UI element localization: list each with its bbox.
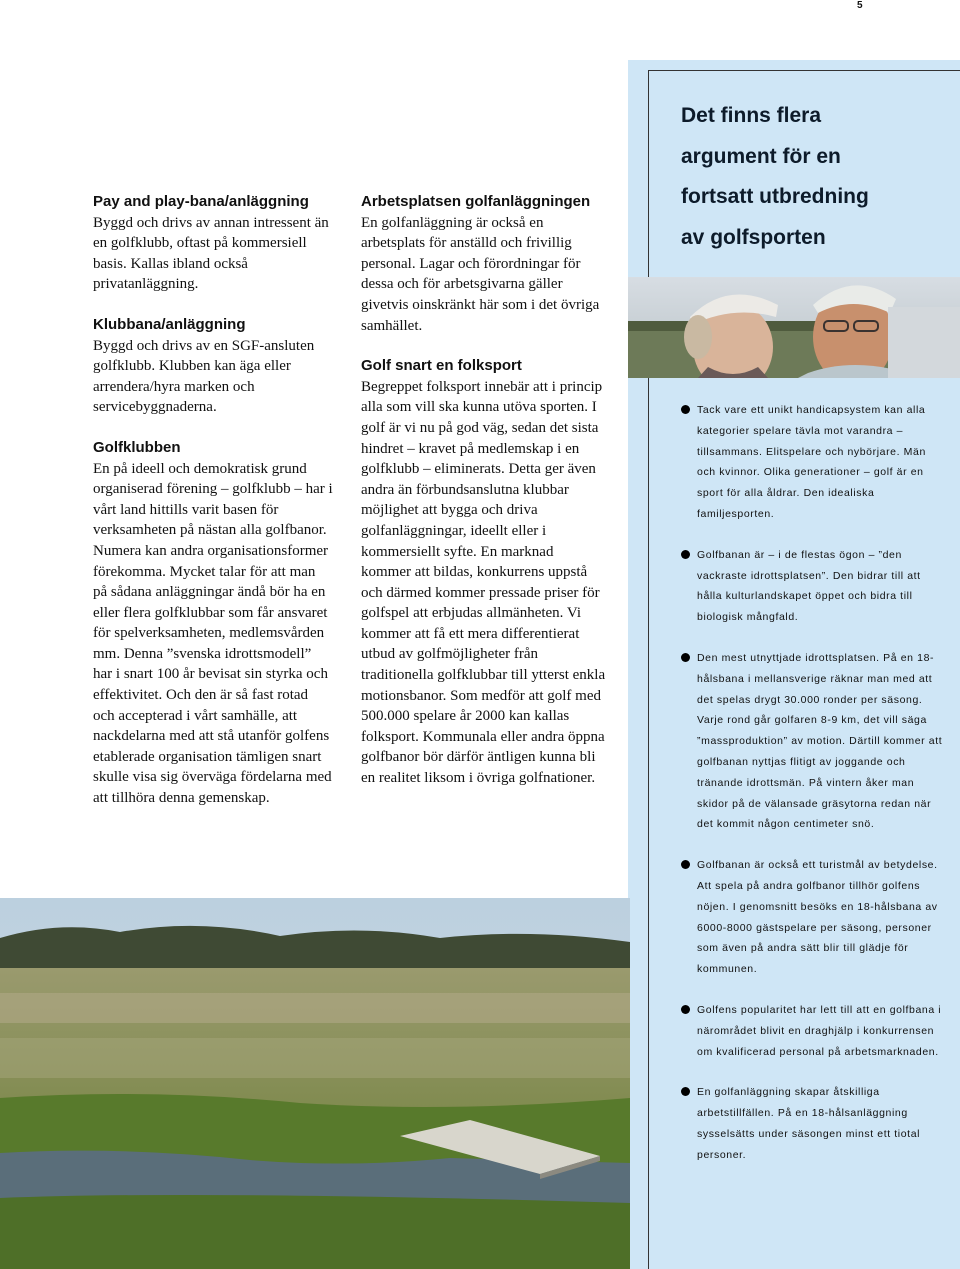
bullet-text: Golfbanan är – i de flestas ögon – ”den vackraste idrottsplatsen”. Den bidrar till att hålla kulturlandskapet öppet och bidra till biologisk mångfald. xyxy=(697,548,921,624)
golf-landscape-photo xyxy=(0,898,630,1269)
landscape-illustration xyxy=(0,898,630,1269)
bullet-text: En golfanläggning skapar åtskilliga arbetstillfällen. På en 18-hålsanläggning sysselsätts under säsongen minst ett tiotal personer. xyxy=(697,1086,921,1161)
bullet-item xyxy=(681,855,943,980)
bullet-item xyxy=(681,400,943,525)
bullet-item xyxy=(681,1000,943,1062)
section-text: Byggd och drivs av en SGF-ansluten golfklubb. Klubben kan äga eller arrendera/hyra marken och servicebyggnaderna. xyxy=(93,337,315,416)
middle-column xyxy=(361,192,606,809)
section-text: En på ideell och demokratisk grund organiserad förening – golfklubb – har i vårt land hittills varit basen för verksamheten på nästan alla golfbanor. Numera kan andra organisationsformer förekomma. Mycket talar för att man på sådana anläggningar ändå bör ha en eller flera golfklubbar som får ansvaret för spelverksamheten, medlemsvården mm. Denna ”svenska idrottsmodell” har i snart 100 år bevisat sin styrka och effektivitet. Och den är så fast rotad och accepterad i vårt samhälle, att nackdelarna med att stå utanför golfens etablerade organisation tämligen snart skulle visa sig överväga fördelarna med att tillhöra denna gemenskap. xyxy=(93,460,333,807)
bullet-icon xyxy=(681,1005,690,1014)
bullet-item xyxy=(681,648,943,835)
section-golfklubben xyxy=(93,438,333,809)
sidebar-heading-line: Det finns flera xyxy=(681,104,822,127)
section-heading: Arbetsplatsen golfanläggningen xyxy=(361,193,591,210)
bullet-text: Golfbanan är också ett turistmål av betydelse. Att spela på andra golfbanor tillhör golfens nöjen. I genomsnitt besöks en 18-hålsbana av 6000-8000 gästspelare per säsong, personer som även på andra sätt blir till glädje för kommunen. xyxy=(697,859,938,976)
sidebar-heading-line: av golfsporten xyxy=(681,225,826,249)
bullet-icon xyxy=(681,405,690,414)
sidebar-heading-line: argument för en xyxy=(681,144,841,168)
bullet-icon xyxy=(681,653,690,662)
section-heading: Klubbana/anläggning xyxy=(93,315,246,333)
sidebar-heading-line: fortsatt utbredning xyxy=(681,185,869,208)
bullet-item xyxy=(681,545,943,628)
section-text: En golfanläggning är också en arbetsplats för anställd och frivillig personal. Lagar och förordningar för dessa och för arbetsgivarna gäller givetvis oinskränkt här som i det övriga samhället. xyxy=(361,214,600,334)
golfers-photo xyxy=(628,277,960,378)
bullet-icon xyxy=(681,550,690,559)
bullet-text: Golfens popularitet har lett till att en golfbana i närområdet blivit en draghjälp i konkurrensen om kvalificerad personal på arbetsmarknaden. xyxy=(697,1003,942,1058)
bullet-text: Tack vare ett unikt handicapsystem kan alla kategorier spelare tävla mot varandra – tillsammans. Elitspelare och nybörjare. Män och kvinnor. Olika generationer – golf är en sport för alla åldrar. Den idealiska familjesporten. xyxy=(697,404,926,520)
section-klubbana xyxy=(93,315,333,418)
section-heading: Pay and play-bana/anläggning xyxy=(93,193,309,210)
section-folksport xyxy=(361,356,606,788)
section-heading: Golf snart en folksport xyxy=(361,357,522,375)
bullet-item xyxy=(681,1082,943,1165)
left-column xyxy=(93,192,333,829)
section-text: Begreppet folksport innebär att i princip alla som vill ska kunna utöva sporten. I golf är vi nu på god väg, sedan det sista hindret – kravet på medlemskap i en golfklubb – eliminerats. Detta ger även andra än förbundsanslutna klubbar möjlighet att bygga och driva golfanläggningar, ideellt eller i kommersiellt syfte. En marknad kommer att bildas, konkurrens uppstå och därmed kommer pressade priser för golfspel att erbjudas allmänheten. Vi kommer att få ett mera differentierat utbud av golfmöjligheter från traditionella golfklubbar till ytterst enkla motionsbanor. Som medför att golf med 500.000 spelare år 2000 kan kallas folksport. Kommunala eller andra öppna golfbanor bör därför äntligen kunna bli en realitet liksom i övriga golfnationer. xyxy=(361,378,606,787)
section-text: Byggd och drivs av annan intressent än en golfklubb, oftast på kommersiell basis. Kallas ibland också privatanläggning. xyxy=(93,214,329,293)
section-pay-and-play xyxy=(93,192,333,295)
section-arbetsplatsen xyxy=(361,192,606,336)
sidebar-heading xyxy=(681,96,951,258)
page-number: 5 xyxy=(857,0,863,11)
bullet-text: Den mest utnyttjade idrottsplatsen. På en 18-hålsbana i mellansverige räknar man med att det spelas drygt 30.000 ronder per säsong. Varje rond går golfaren 8-9 km, det vill säga ”massproduktion” av motion. Därtill kommer att golfbanan nyttjas flitigt av joggande och tränande idrottsmän. På vintern åker man skidor på de välansade gräsytorna redan när det kommit någon centimeter snö. xyxy=(697,651,943,831)
sidebar-bullet-list xyxy=(681,400,943,1186)
bullet-icon xyxy=(681,1087,690,1096)
golfers-photo-illustration xyxy=(628,277,960,378)
section-heading: Golfklubben xyxy=(93,438,181,456)
bullet-icon xyxy=(681,860,690,869)
